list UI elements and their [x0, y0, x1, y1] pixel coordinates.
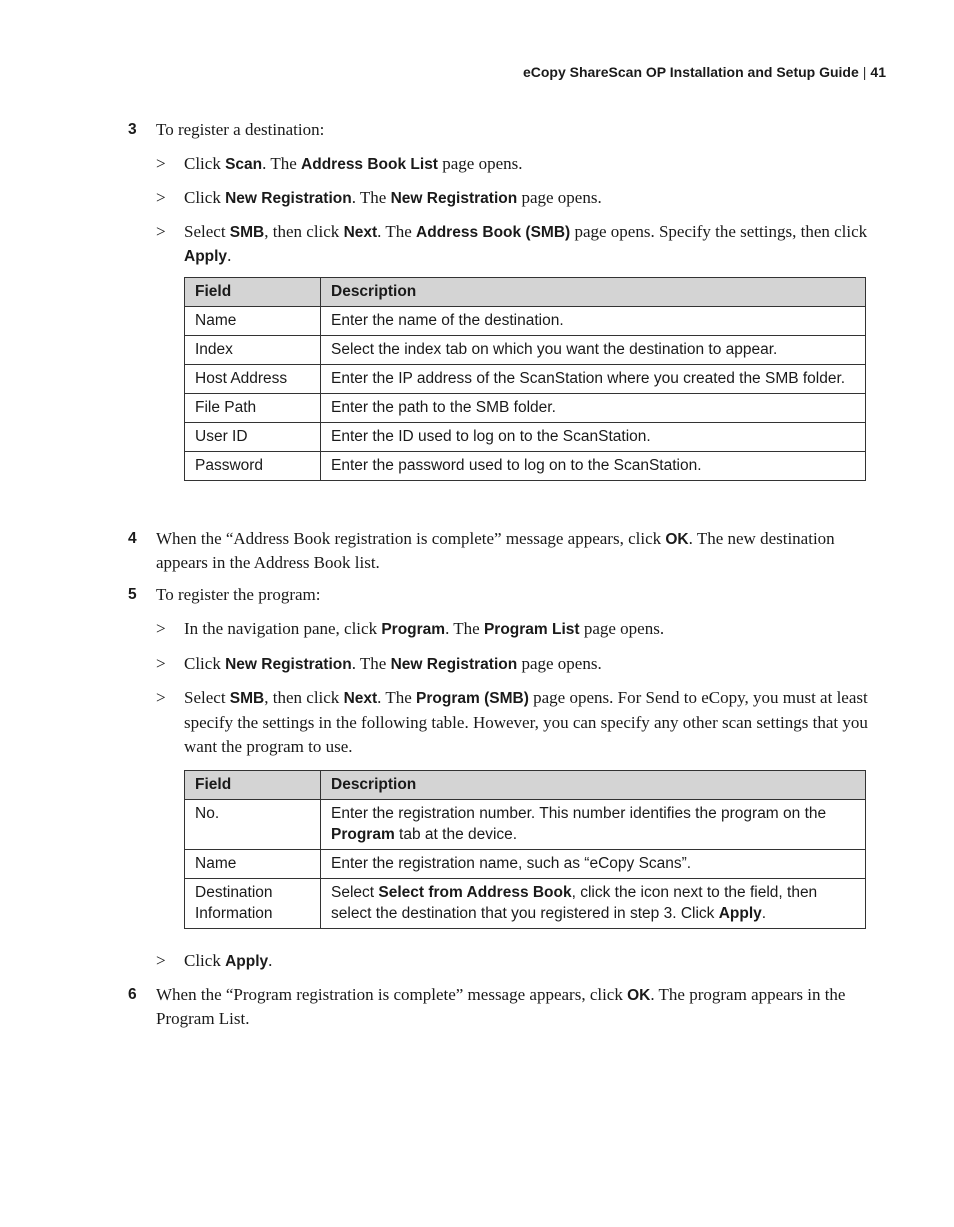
- ui-term: Address Book List: [301, 156, 438, 173]
- column-header: Field: [185, 278, 321, 307]
- table-row: [185, 800, 866, 850]
- column-header: Description: [321, 278, 866, 307]
- description-cell: Enter the registration number. This number identifies the program on the Program tab at the device.: [321, 800, 866, 850]
- ui-term: Apply: [225, 953, 269, 970]
- ui-term: Next: [343, 690, 378, 707]
- ui-term: Program List: [483, 621, 580, 638]
- bullet-marker: >: [156, 951, 166, 970]
- substep: > Select SMB, then click Next. The Program (SMB) page opens. For Send to eCopy, you must at least specify the settings in the following table. However, you can specify any other scan settings that you want the program to use.: [156, 688, 868, 756]
- ui-term: Program: [381, 621, 446, 638]
- step-text: To register a destination:: [156, 120, 325, 139]
- step-4: 4 When the “Address Book registration is complete” message appears, click OK. The new destination appears in the Address Book list.: [128, 529, 835, 572]
- ui-term: SMB: [229, 224, 265, 241]
- header-separator: |: [862, 64, 867, 80]
- description-cell: Enter the ID used to log on to the ScanStation.: [321, 423, 866, 452]
- ui-term: OK: [665, 531, 689, 548]
- destination-fields-table: [184, 277, 866, 481]
- ui-term: Next: [343, 224, 378, 241]
- step-5: [128, 583, 888, 606]
- table-row: [185, 365, 866, 394]
- step-number: 4: [128, 530, 137, 547]
- ui-term: Program (SMB): [416, 690, 529, 707]
- step-text: To register the program:: [156, 585, 321, 604]
- bullet-marker: >: [156, 154, 166, 173]
- ui-term: New Registration: [225, 656, 352, 673]
- bullet-marker: >: [156, 222, 166, 241]
- running-header: [523, 64, 886, 80]
- ui-term: Apply: [184, 248, 228, 265]
- field-cell: Password: [185, 452, 321, 481]
- ui-term: Select from Address Book: [378, 884, 572, 901]
- bullet-marker: >: [156, 188, 166, 207]
- description-cell: Select Select from Address Book, click the icon next to the field, then select the destination that you registered in step 3. Click Apply.: [321, 879, 866, 929]
- substep: > Click New Registration. The New Registration page opens.: [156, 188, 602, 207]
- page-number: 41: [870, 64, 886, 80]
- ui-term: Program: [331, 826, 395, 843]
- table-row: [185, 307, 866, 336]
- table-header-row: [185, 771, 866, 800]
- substep: > Select SMB, then click Next. The Address Book (SMB) page opens. Specify the settings, then click Apply.: [156, 222, 868, 265]
- step-number: 6: [128, 986, 137, 1003]
- column-header: Description: [321, 771, 866, 800]
- ui-term: New Registration: [225, 190, 352, 207]
- table-header-row: [185, 278, 866, 307]
- step-number: 5: [128, 586, 137, 603]
- description-cell: Enter the registration name, such as “eCopy Scans”.: [321, 850, 866, 879]
- table-row: [185, 879, 866, 929]
- bullet-marker: >: [156, 688, 166, 707]
- ui-term: Apply: [718, 905, 762, 922]
- field-cell: Name: [185, 850, 321, 879]
- table-row: [185, 850, 866, 879]
- field-cell: Destination Information: [185, 879, 321, 929]
- step-number: 3: [128, 121, 137, 138]
- table-row: [185, 423, 866, 452]
- description-cell: Enter the name of the destination.: [321, 307, 866, 336]
- substep: > In the navigation pane, click Program. The Program List page opens.: [156, 619, 665, 638]
- field-cell: Host Address: [185, 365, 321, 394]
- field-cell: Name: [185, 307, 321, 336]
- table-row: [185, 336, 866, 365]
- ui-term: New Registration: [390, 190, 518, 207]
- substep: > Click Scan. The Address Book List page opens.: [156, 154, 523, 173]
- column-header: Field: [185, 771, 321, 800]
- ui-term: Scan: [225, 156, 263, 173]
- step-3: [128, 118, 888, 141]
- ui-term: Address Book (SMB): [416, 224, 571, 241]
- description-cell: Enter the IP address of the ScanStation where you created the SMB folder.: [321, 365, 866, 394]
- program-fields-table: [184, 770, 866, 929]
- field-cell: File Path: [185, 394, 321, 423]
- ui-term: SMB: [229, 690, 265, 707]
- bullet-marker: >: [156, 654, 166, 673]
- field-cell: Index: [185, 336, 321, 365]
- substep: > Click New Registration. The New Registration page opens.: [156, 654, 602, 673]
- substep: > Click Apply.: [156, 951, 273, 970]
- description-cell: Enter the password used to log on to the ScanStation.: [321, 452, 866, 481]
- table-row: [185, 394, 866, 423]
- bullet-marker: >: [156, 619, 166, 638]
- field-cell: User ID: [185, 423, 321, 452]
- step-6: 6 When the “Program registration is complete” message appears, click OK. The program appears in the Program List.: [128, 985, 846, 1028]
- field-cell: No.: [185, 800, 321, 850]
- description-cell: Enter the path to the SMB folder.: [321, 394, 866, 423]
- ui-term: New Registration: [390, 656, 518, 673]
- table-row: [185, 452, 866, 481]
- header-title: eCopy ShareScan OP Installation and Setup Guide: [522, 64, 859, 80]
- description-cell: Select the index tab on which you want the destination to appear.: [321, 336, 866, 365]
- ui-term: OK: [627, 987, 651, 1004]
